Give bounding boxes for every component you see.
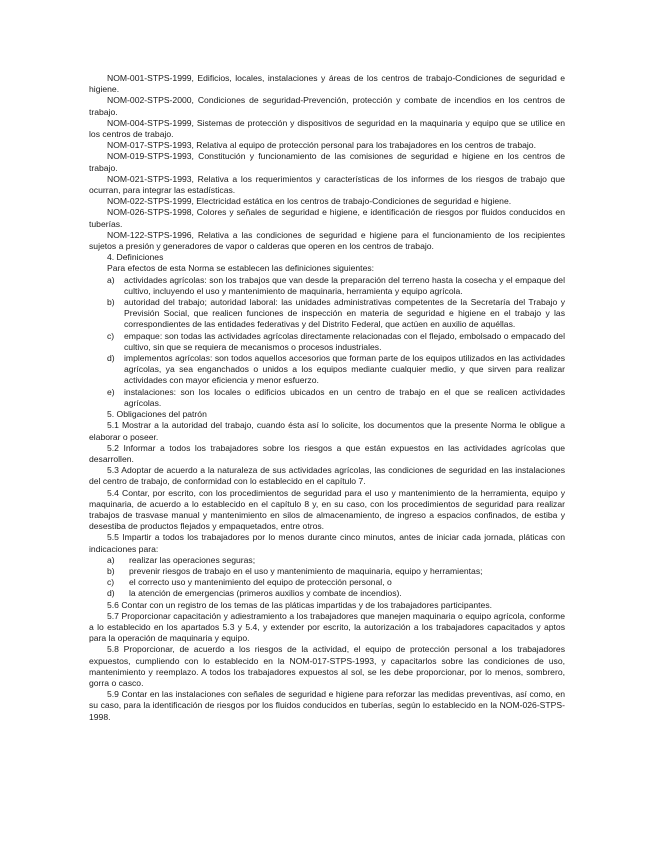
list-marker: a) <box>107 274 115 285</box>
list-item-text: implementos agrícolas: son todos aquellos accesorios que forman parte de los equipos utilizados en las actividades agrícolas, ya sea enganchados o unidos a los equipos mediante cualquier medio, y que sirven para realizar actividades con mayor eficiencia y menor esfuerzo. <box>124 353 565 386</box>
list-item-text: instalaciones: son los locales o edificios ubicados en un centro de trabajo en el que se realicen actividades agrícolas. <box>124 386 565 408</box>
paragraph-5-3: 5.3 Adoptar de acuerdo a la naturaleza de sus actividades agrícolas, las condiciones de seguridad en las instalaciones del centro de trabajo, de conformidad con lo establecido en el capítulo 7. <box>89 465 565 487</box>
section-5-heading: 5. Obligaciones del patrón <box>107 409 207 420</box>
list-marker: d) <box>107 588 115 599</box>
paragraph-5-8: 5.8 Proporcionar, de acuerdo a los riesgos de la actividad, el equipo de protección personal a los trabajadores expuestos, cumpliendo con lo establecido en la NOM-017-STPS-1993, y capacitarlos sobre las condiciones de uso, mantenimiento y reemplazo. A todos los trabajadores expuestos al sol, se les debe proporcionar, por lo menos, sombrero, gorra o casco. <box>89 644 565 688</box>
list-item-text: prevenir riesgos de trabajo en el uso y mantenimiento de maquinaria, equipo y herramientas; <box>129 565 483 576</box>
list-item-text: actividades agrícolas: son los trabajos que van desde la preparación del terreno hasta la cosecha y el empaque del cultivo, incluyendo el uso y mantenimiento de maquinaria, herramienta y equipo agrícola. <box>124 274 565 296</box>
list-marker: c) <box>107 577 115 588</box>
list-item-text: autoridad del trabajo; autoridad laboral: las unidades administrativas competentes de la Secretaría del Trabajo y Previsión Social, que realicen funciones de inspección en materia de seguridad e higiene en el trabajo y las correspondientes de las entidades federativas y del Distrito Federal, que actúen en auxilio de aquéllas. <box>124 297 565 330</box>
paragraph-5-4: 5.4 Contar, por escrito, con los procedimientos de seguridad para el uso y mantenimiento de la herramienta, equipo y maquinaria, de acuerdo a lo establecido en el capítulo 8 y, en su caso, con los procedimientos de seguridad para realizar trabajos de trasvase manual y mantenimiento en silos de almacenamiento, de ingreso a espacios confinados, de estiba y desestiba de productos flejados y empaquetados, entre otros. <box>89 487 565 532</box>
norm-reference: NOM-017-STPS-1993, Relativa al equipo de protección personal para los trabajadores en los centros de trabajo. <box>107 140 536 151</box>
talk-topics-list <box>89 555 565 600</box>
list-item <box>89 353 565 387</box>
paragraph-5-2: 5.2 Informar a todos los trabajadores sobre los riesgos a que están expuestos en las actividades agrícolas que desarrollen. <box>89 442 565 464</box>
list-item <box>89 588 565 599</box>
norm-reference: NOM-122-STPS-1996, Relativa a las condiciones de seguridad e higiene para el funcionamiento de los recipientes sujetos a presión y generadores de vapor o calderas que operen en los centros de trabajo. <box>89 229 565 252</box>
norm-reference: NOM-026-STPS-1998, Colores y señales de seguridad e higiene, e identificación de riesgos por fluidos conducidos en tuberías. <box>89 207 565 229</box>
list-item <box>89 275 565 297</box>
list-item <box>89 387 565 409</box>
paragraph-5-9: 5.9 Contar en las instalaciones con señales de seguridad e higiene para reforzar las medidas preventivas, así como, en su caso, para la identificación de riesgos por los fluidos conducidos en tuberías, según lo establecido en la NOM-026-STPS-1998. <box>89 689 565 722</box>
list-marker: b) <box>107 565 115 576</box>
paragraph-5-7: 5.7 Proporcionar capacitación y adiestramiento a los trabajadores que manejen maquinaria o equipo agrícola, conforme a lo establecido en los apartados 5.3 y 5.4, y extender por escrito, la autorización a los trabajadores capacitados y aptos para la operación de maquinaria y equipo. <box>89 610 565 644</box>
list-marker: a) <box>107 554 115 565</box>
list-item-text: realizar las operaciones seguras; <box>129 554 256 565</box>
list-marker: c) <box>107 330 115 341</box>
list-item-text: la atención de emergencias (primeros auxilios y combate de incendios). <box>129 588 402 599</box>
list-item <box>89 297 565 331</box>
list-item-text: el correcto uso y mantenimiento del equipo de protección personal, o <box>129 577 392 588</box>
norm-reference: NOM-001-STPS-1999, Edificios, locales, instalaciones y áreas de los centros de trabajo-Condiciones de seguridad e higiene. <box>89 73 565 95</box>
norm-reference: NOM-004-STPS-1999, Sistemas de protección y dispositivos de seguridad en la maquinaria y equipo que se utilice en los centros de trabajo. <box>89 117 565 140</box>
norm-reference: NOM-019-STPS-1993, Constitución y funcionamiento de las comisiones de seguridad e higiene en los centros de trabajo. <box>89 151 565 173</box>
section-4-intro: Para efectos de esta Norma se establecen las definiciones siguientes: <box>107 263 375 274</box>
definitions-list <box>89 275 565 409</box>
paragraph-5-6: 5.6 Contar con un registro de los temas de las pláticas impartidas y de los trabajadores participantes. <box>107 599 493 610</box>
norm-reference: NOM-021-STPS-1993, Relativa a los requerimientos y características de los informes de los riesgos de trabajo que ocurran, para integrar las estadísticas. <box>89 173 565 196</box>
list-item-text: empaque: son todas las actividades agrícolas directamente relacionadas con el flejado, embolsado o empacado del cultivo, sin que se requiera de mecanismos o procesos industriales. <box>124 330 565 352</box>
list-item <box>89 577 565 588</box>
section-4-heading: 4. Definiciones <box>107 252 164 263</box>
list-marker: b) <box>107 297 115 308</box>
list-marker: e) <box>107 386 115 397</box>
list-item <box>89 566 565 577</box>
paragraph-5-5: 5.5 Impartir a todos los trabajadores por lo menos durante cinco minutos, antes de iniciar cada jornada, pláticas con indicaciones para: <box>89 532 565 554</box>
norm-reference: NOM-022-STPS-1999, Electricidad estática en los centros de trabajo-Condiciones de seguridad e higiene. <box>107 196 512 207</box>
list-item <box>89 555 565 566</box>
list-item <box>89 331 565 353</box>
paragraph-5-1: 5.1 Mostrar a la autoridad del trabajo, cuando ésta así lo solicite, los documentos que la presente Norma le obligue a elaborar o poseer. <box>89 420 565 442</box>
list-marker: d) <box>107 353 115 364</box>
norm-reference: NOM-002-STPS-2000, Condiciones de seguridad-Prevención, protección y combate de incendios en los centros de trabajo. <box>89 95 565 117</box>
document-page <box>89 73 565 723</box>
